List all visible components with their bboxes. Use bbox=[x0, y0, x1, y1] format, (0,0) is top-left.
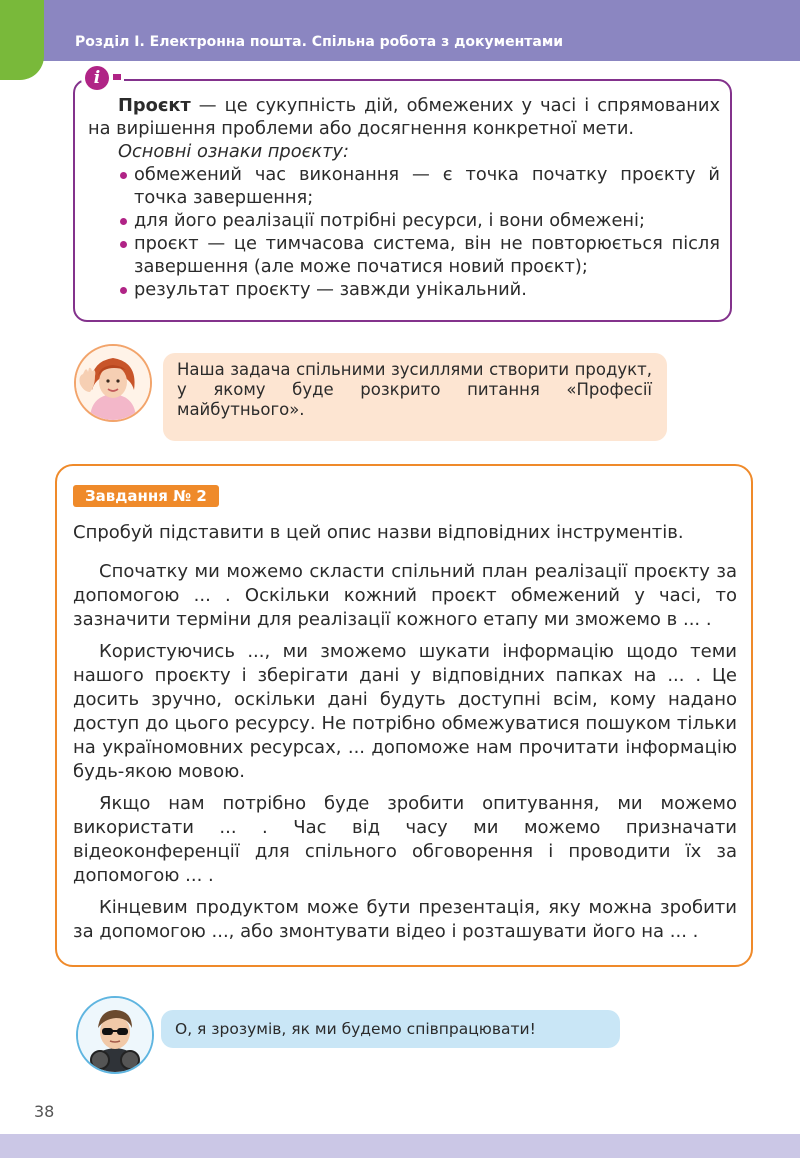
info-icon: i bbox=[85, 66, 109, 90]
task-paragraph: Спочатку ми можемо скласти спільний план реалізації проєкту за допомогою ... . Оскільки кожний проєкт обмежений у часі, то зазначити терміни для реалізації кожного етапу ми зможемо в ... . bbox=[73, 561, 737, 630]
footer-bar bbox=[0, 1134, 800, 1158]
task-paragraph: Якщо нам потрібно буде зробити опитування, ми можемо використати ... . Час від часу ми можемо призначати відеоконференції для спільного обговорення і проводити їх за допомогою ... . bbox=[73, 793, 737, 886]
list-item: проєкт — це тимчасова система, він не повторюється після завершення (але може початися новий проєкт); bbox=[118, 232, 720, 278]
definition-paragraph bbox=[88, 94, 720, 140]
definition-text: — це сукупність дій, обмежених у часі і спрямованих на вирішення проблеми або досягнення конкретної мети. bbox=[88, 95, 720, 139]
girl-avatar bbox=[74, 344, 152, 422]
chapter-header-bar bbox=[0, 0, 800, 61]
girl-illustration-icon bbox=[76, 346, 150, 420]
info-icon-dash bbox=[113, 74, 121, 80]
chapter-tab-marker bbox=[0, 0, 44, 80]
definition-term: Проєкт bbox=[118, 95, 191, 116]
task-intro: Спробуй підставити в цей опис назви відповідних інструментів. bbox=[73, 522, 684, 543]
list-item: для його реалізації потрібні ресурси, і вони обмежені; bbox=[118, 209, 720, 232]
task-paragraph: Кінцевим продуктом може бути презентація, яку можна зробити за допомогою ..., або змонтувати відео і розташувати його на ... . bbox=[73, 897, 737, 942]
boy-speech-text: О, я зрозумів, як ми будемо співпрацювати! bbox=[175, 1020, 536, 1038]
boy-illustration-icon bbox=[78, 998, 152, 1072]
signs-heading: Основні ознаки проєкту: bbox=[118, 141, 349, 162]
signs-list bbox=[88, 163, 720, 301]
list-item: обмежений час виконання — є точка початку проєкту й точка завершення; bbox=[118, 163, 720, 209]
boy-avatar bbox=[76, 996, 154, 1074]
girl-speech-text: Наша задача спільними зусиллями створити продукт, у якому буде розкрито питання «Професії майбутнього». bbox=[177, 360, 652, 419]
chapter-title: Розділ І. Електронна пошта. Спільна робота з документами bbox=[75, 34, 564, 50]
list-item: результат проєкту — завжди унікальний. bbox=[118, 278, 720, 301]
definition-content bbox=[88, 94, 720, 301]
task-label: Завдання № 2 bbox=[73, 485, 219, 507]
page-number: 38 bbox=[34, 1102, 55, 1121]
task-paragraph: Користуючись ..., ми зможемо шукати інформацію щодо теми нашого проєкту і зберігати дані у відповідних папках на ... . Це досить зручно, оскільки дані будуть доступні всім, кому надано доступ до цього ресурсу. Не потрібно обмежуватися пошуком тільки на україномовних ресурсах, ... допоможе нам прочитати інформацію будь-якою мовою. bbox=[73, 641, 737, 782]
task-body bbox=[73, 560, 737, 952]
